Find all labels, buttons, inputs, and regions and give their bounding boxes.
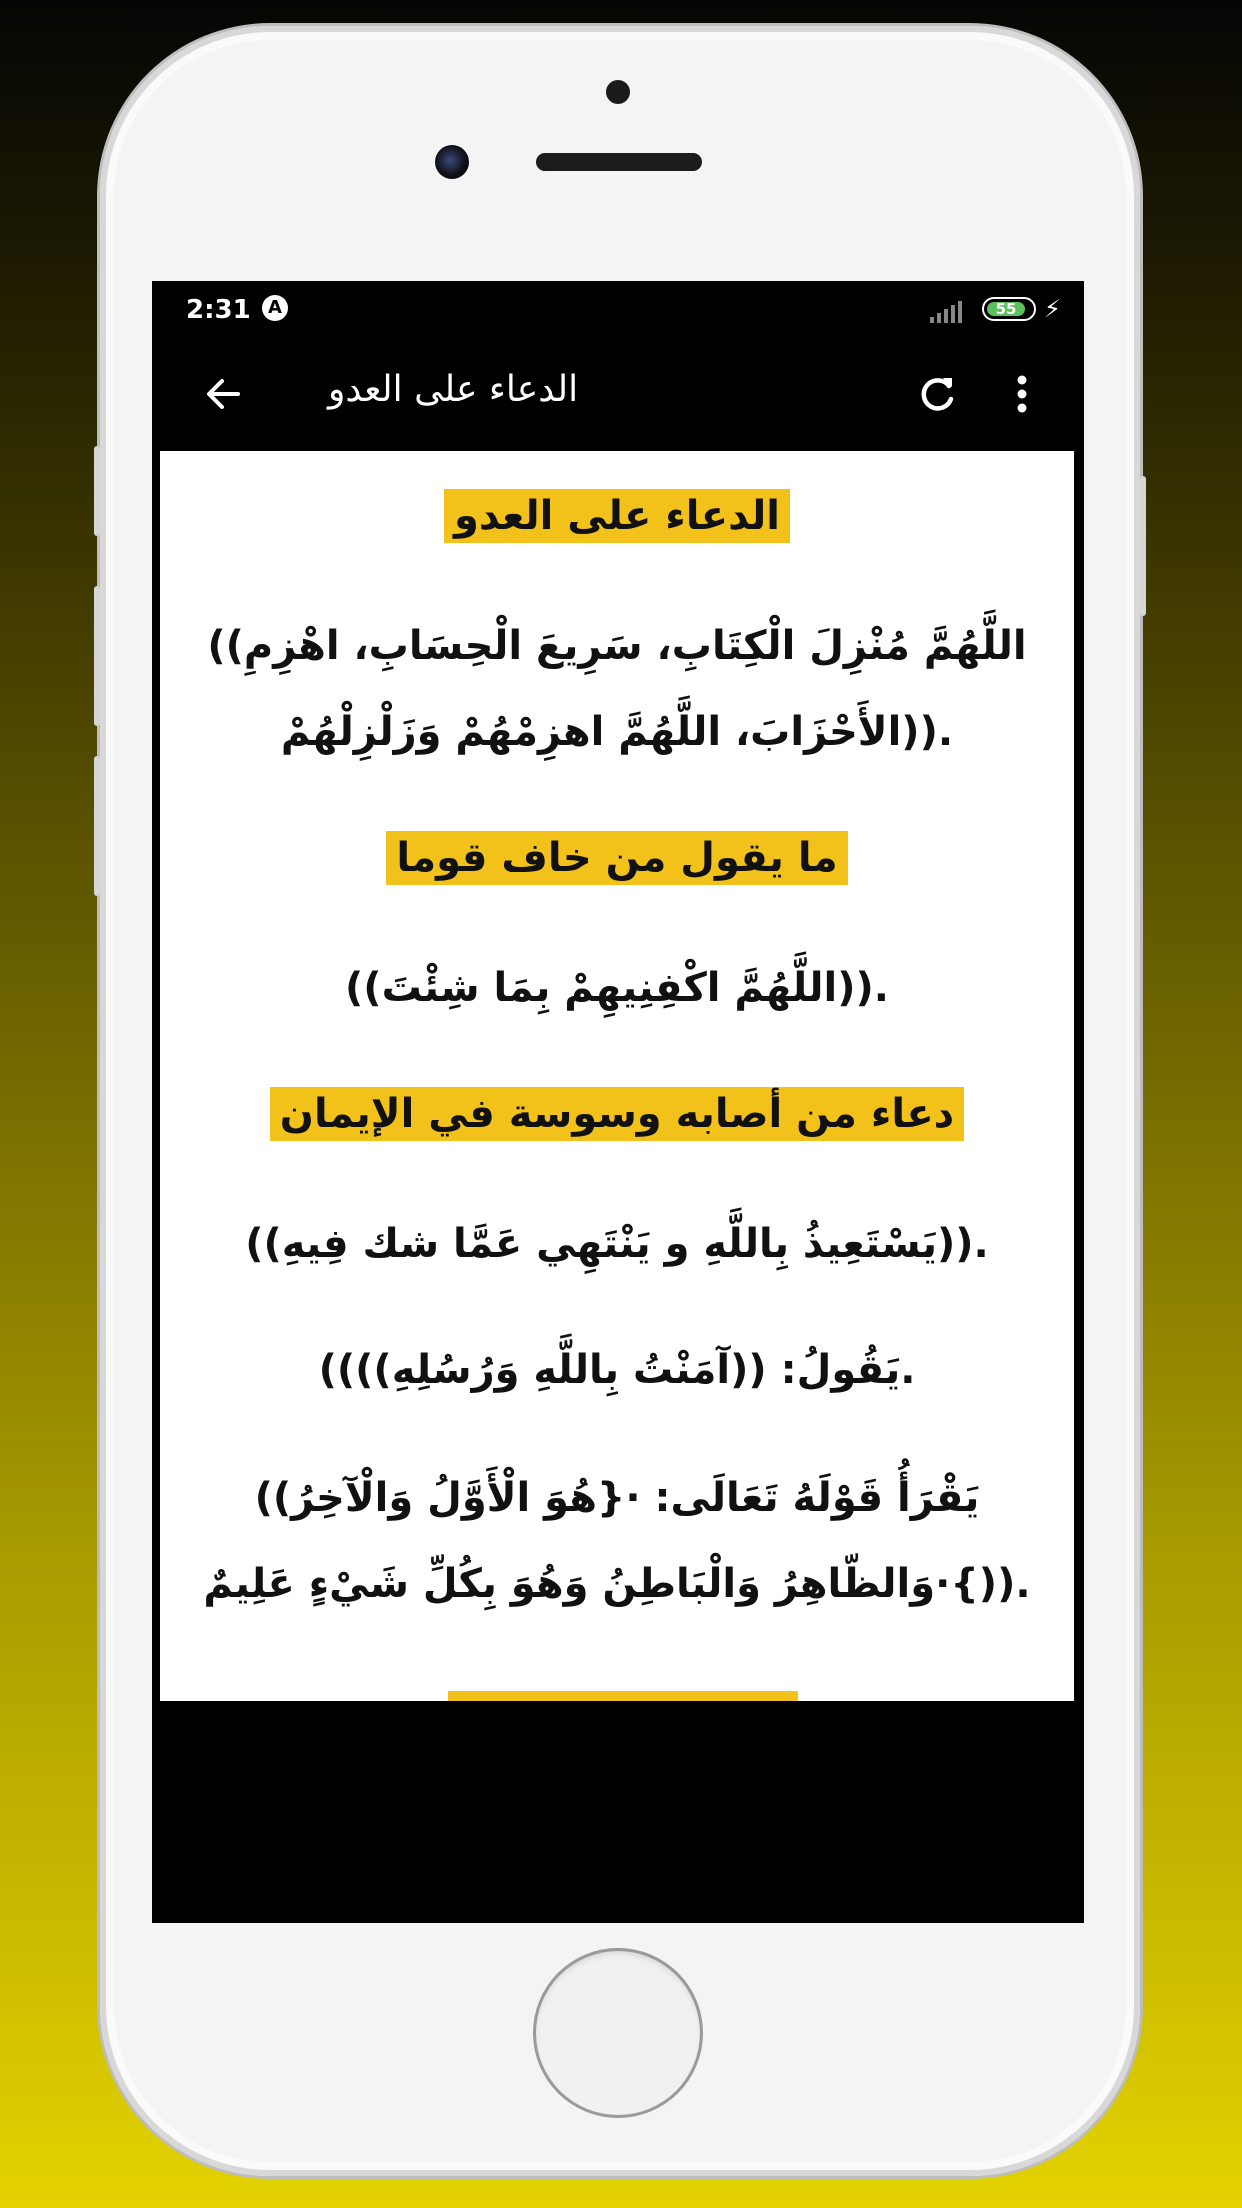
paragraph-2: .((اللَّهُمَّ اكْفِنِيهِمْ بِمَا شِئْتَ)) — [345, 965, 889, 1011]
mute-switch — [94, 446, 100, 536]
charging-icon: ⚡ — [1044, 295, 1061, 323]
status-bar — [152, 281, 1084, 339]
paragraph-3: .((يَسْتَعِيذُ بِاللَّهِ و يَنْتَهِي عَمَّا شك فِيهِ)) — [245, 1221, 989, 1267]
volume-up-button — [94, 586, 100, 726]
a-notification-icon: A — [262, 295, 288, 321]
refresh-icon[interactable] — [912, 369, 962, 419]
app-bar-title: الدعاء على العدو — [328, 369, 579, 410]
heading-whispers-in-faith: دعاء من أصابه وسوسة في الإيمان — [160, 1091, 1074, 1137]
next-heading-strip — [448, 1691, 798, 1701]
paragraph-1-line-1: اللَّهُمَّ مُنْزِلَ الْكِتَابِ، سَرِيعَ الْحِسَابِ، اهْزِمِ)) — [207, 623, 1027, 669]
battery-level: 55 — [987, 302, 1025, 316]
status-time: 2:31 — [186, 295, 251, 325]
screen — [152, 281, 1084, 1923]
earpiece-speaker — [536, 153, 702, 171]
power-button — [1140, 476, 1146, 616]
more-options-icon[interactable] — [1010, 369, 1034, 419]
heading-dua-against-enemy: الدعاء على العدو — [160, 493, 1074, 539]
signal-icon — [930, 299, 970, 323]
volume-down-button — [94, 756, 100, 896]
content-area — [160, 451, 1074, 1701]
paragraph-5-line-2: .((}·وَالظّاهِرُ وَالْبَاطِنُ وَهُوَ بِكُلِّ شَيْءٍ عَلِيمٌ — [203, 1561, 1031, 1607]
app-bar — [152, 339, 1084, 451]
paragraph-4: .يَقُولُ: ((آمَنْتُ بِاللَّهِ وَرُسُلِهِ)))) — [318, 1347, 916, 1393]
heading-fear-of-people: ما يقول من خاف قوما — [160, 835, 1074, 881]
back-arrow-icon[interactable] — [198, 369, 248, 419]
paragraph-5-line-1: يَقْرَأُ قَوْلَهُ تَعَالَى: ·{هُوَ الْأَوَّلُ وَالْآخِرُ)) — [254, 1475, 980, 1521]
paragraph-1-line-2: .((الأَحْزَابَ، اللَّهُمَّ اهزِمْهُمْ وَزَلْزِلْهُمْ — [280, 709, 954, 755]
proximity-sensor — [606, 80, 630, 104]
front-camera — [435, 145, 469, 179]
home-button[interactable] — [533, 1948, 703, 2118]
battery-icon — [982, 297, 1036, 321]
